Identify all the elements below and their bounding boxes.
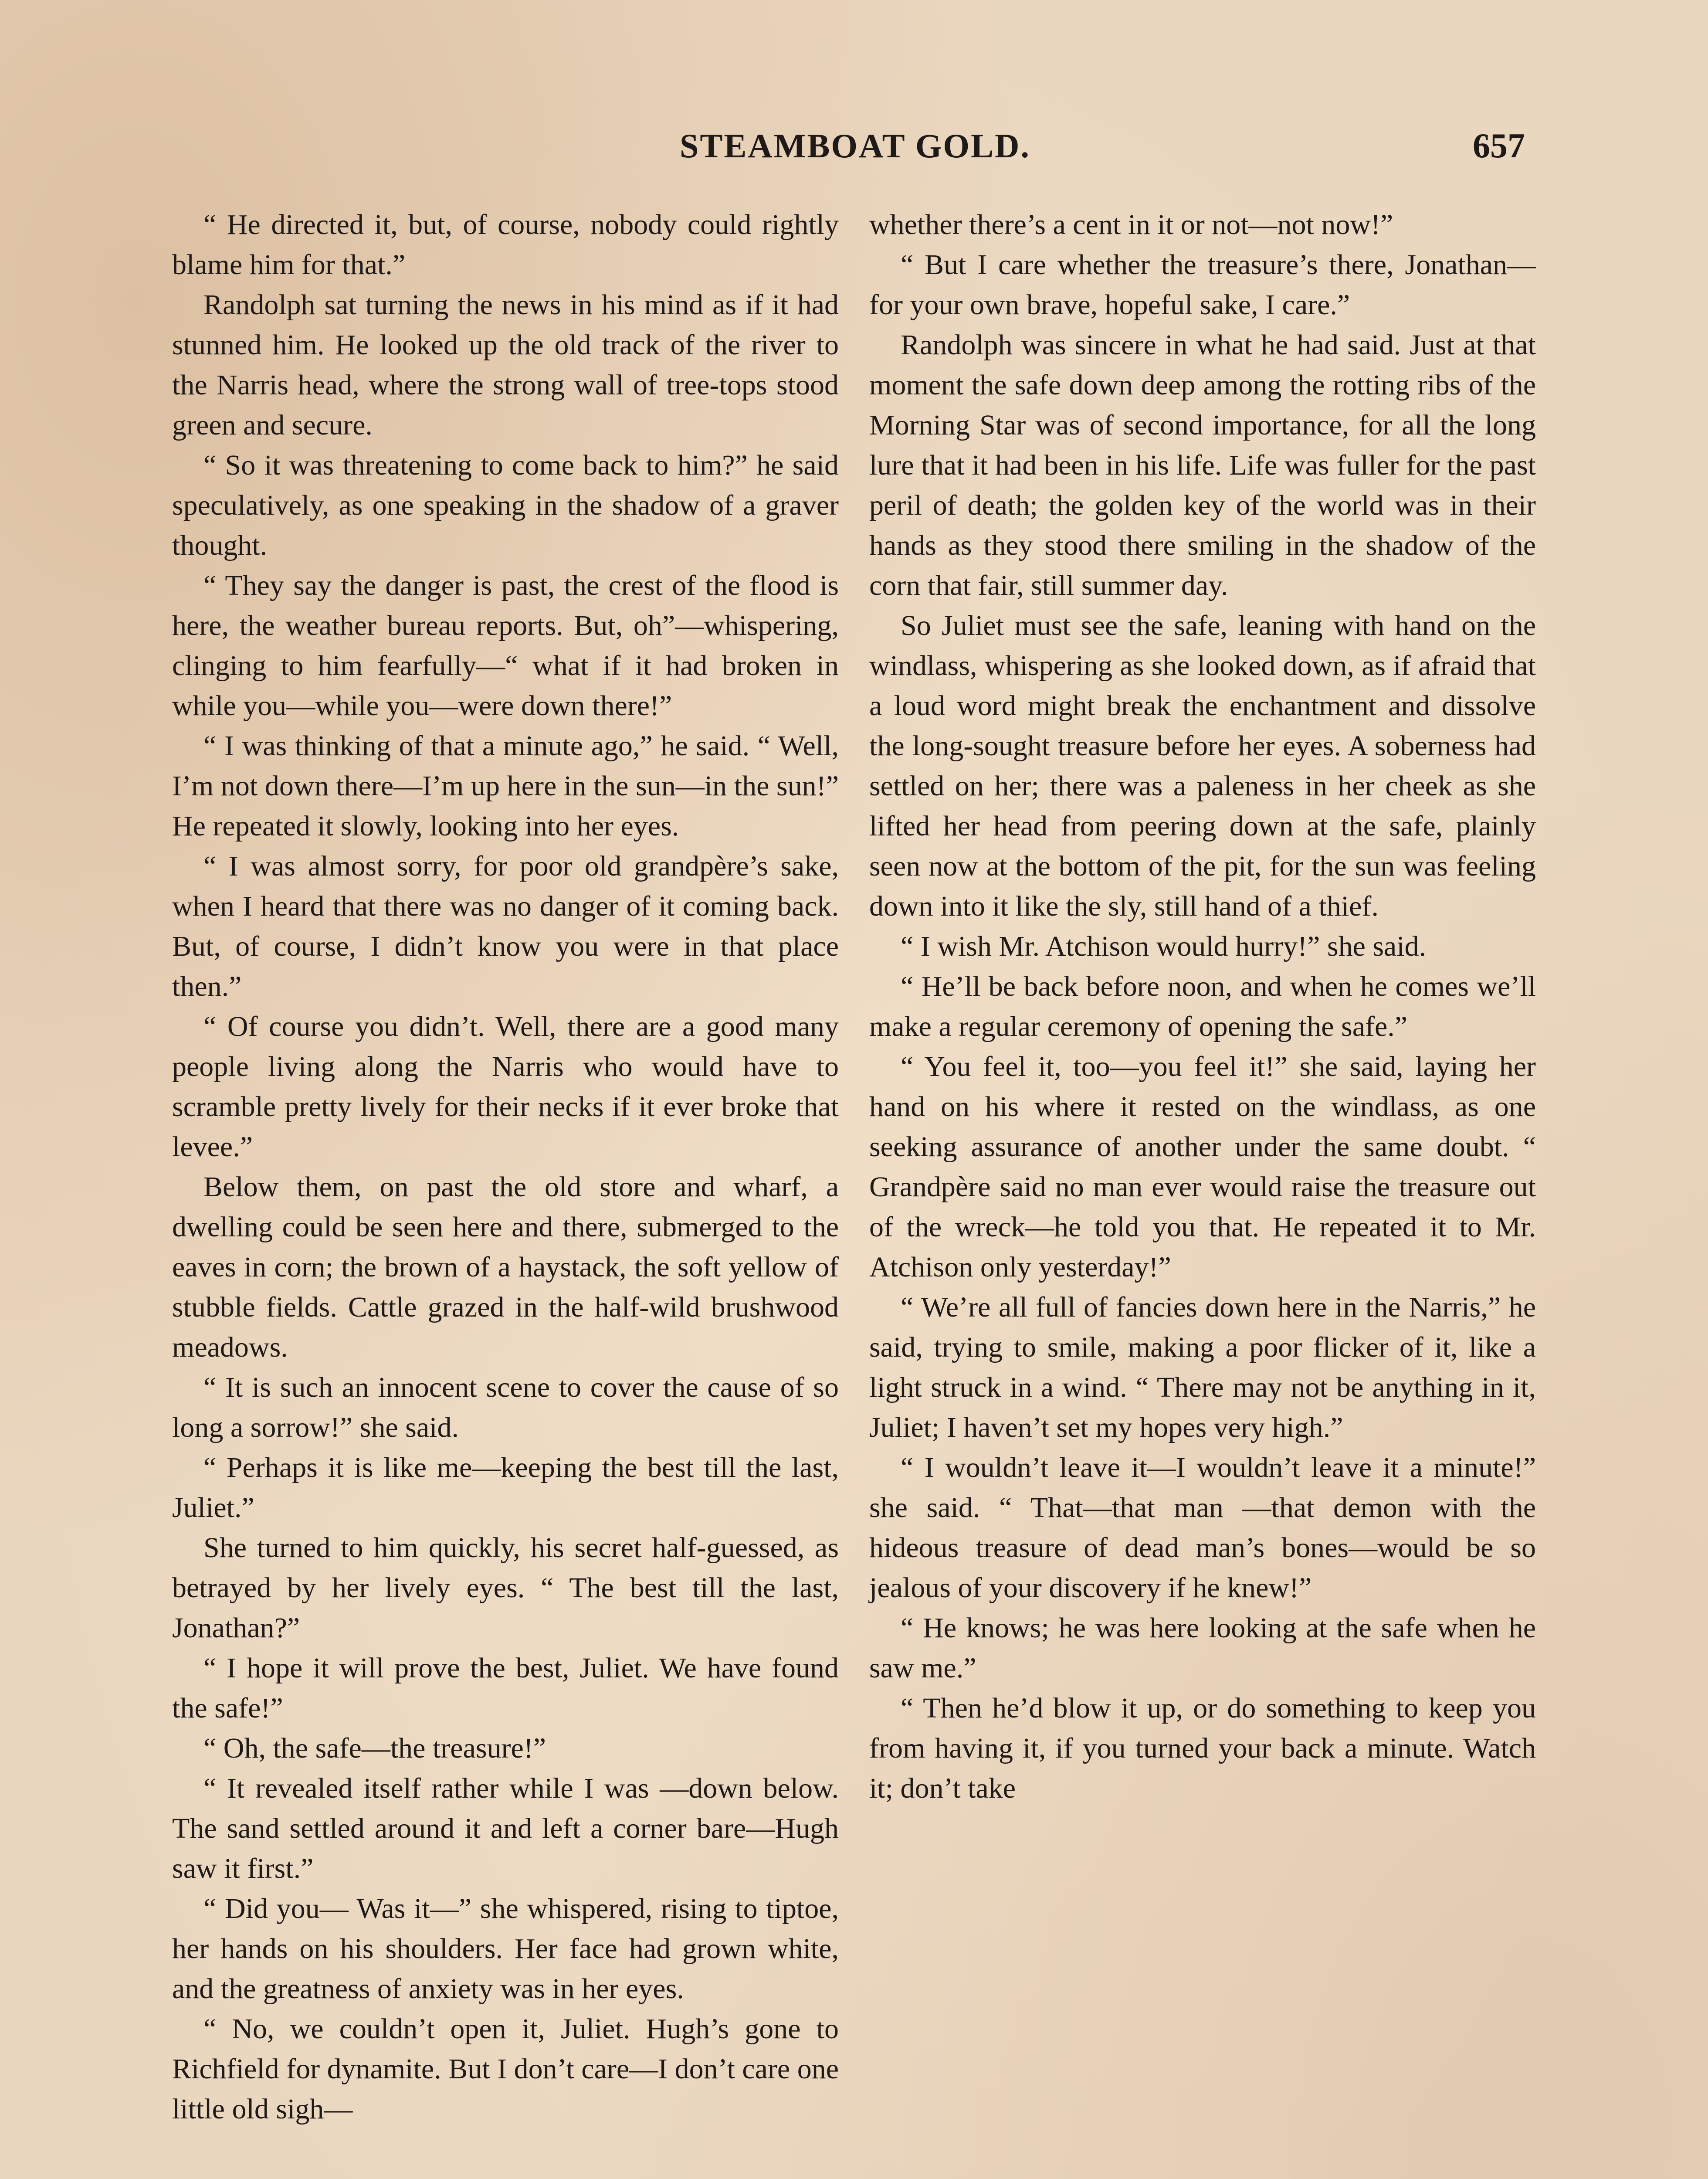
- paragraph: “ I wish Mr. Atchison would hurry!” she said.: [901, 930, 1427, 962]
- paragraph: “ He knows; he was here looking at the safe when he saw me.”: [869, 1612, 1536, 1684]
- paragraph: “ They say the danger is past, the crest of the flood is here, the weather bureau reports. But, oh”—whispering, clinging to him fearfully—“ what if it had broken in while you—while you—were down there!”: [172, 570, 839, 722]
- paragraph: “ We’re all full of fancies down here in the Narris,” he said, trying to smile, making a poor flicker of it, like a light struck in a wind. “ There may not be anything in it, Juliet; I haven’t set my hopes very high.”: [869, 1291, 1536, 1443]
- paragraph: “ But I care whether the treasure’s there, Jonathan—for your own brave, hopeful sake, I care.”: [869, 249, 1536, 321]
- paragraph: “ It revealed itself rather while I was —down below. The sand settled around it and left a corner bare—Hugh saw it first.”: [172, 1772, 839, 1884]
- paragraph: Randolph was sincere in what he had said. Just at that moment the safe down deep among the rotting ribs of the Morning Star was of second importance, for all the long lure that it had been in his life. Life was fuller for the past peril of death; the golden key of the world was in their hands as they stood there smiling in the shadow of the corn that fair, still summer day.: [869, 329, 1536, 601]
- right-column: [869, 205, 1536, 1809]
- paragraph: “ He’ll be back before noon, and when he comes we’ll make a regular ceremony of opening the safe.”: [869, 971, 1536, 1042]
- paragraph: Randolph sat turning the news in his mind as if it had stunned him. He looked up the old track of the river to the Narris head, where the strong wall of tree-tops stood green and secure.: [172, 289, 839, 441]
- paragraph: She turned to him quickly, his secret half-guessed, as betrayed by her lively eyes. “ The best till the last, Jonathan?”: [172, 1532, 839, 1644]
- paragraph: “ I wouldn’t leave it—I wouldn’t leave it a minute!” she said. “ That—that man —that demon with the hideous treasure of dead man’s bones—would be so jealous of your discovery if he knew!”: [869, 1452, 1536, 1604]
- page-number: 657: [1473, 127, 1525, 165]
- paragraph: “ No, we couldn’t open it, Juliet. Hugh’s gone to Richfield for dynamite. But I don’t care—I don’t care one little old sigh—: [172, 2013, 839, 2125]
- paragraph: “ You feel it, too—you feel it!” she said, laying her hand on his where it rested on the windlass, as one seeking assurance of another under the same doubt. “ Grandpère said no man ever would raise the treasure out of the wreck—he told you that. He repeated it to Mr. Atchison only yesterday!”: [869, 1051, 1536, 1283]
- paragraph: “ I hope it will prove the best, Juliet. We have found the safe!”: [172, 1652, 839, 1724]
- paragraph: “ Then he’d blow it up, or do something to keep you from having it, if you turned your back a minute. Watch it; don’t take: [869, 1692, 1536, 1804]
- paragraph: So Juliet must see the safe, leaning with hand on the windlass, whispering as she looked down, as if afraid that a loud word might break the enchantment and dissolve the long-sought treasure before her eyes. A soberness had settled on her; there was a paleness in her cheek as she lifted her head from peering down at the safe, plainly seen now at the bottom of the pit, for the sun was feeling down into it like the sly, still hand of a thief.: [869, 610, 1536, 922]
- paragraph: Below them, on past the old store and wharf, a dwelling could be seen here and there, submerged to the eaves in corn; the brown of a haystack, the soft yellow of stubble fields. Cattle grazed in the half-wild brushwood meadows.: [172, 1171, 839, 1363]
- paragraph: “ Did you— Was it—” she whispered, rising to tiptoe, her hands on his shoulders. Her face had grown white, and the greatness of anxiety was in her eyes.: [172, 1893, 839, 2005]
- paragraph: “ He directed it, but, of course, nobody could rightly blame him for that.”: [172, 209, 839, 281]
- paragraph: “ I was almost sorry, for poor old grandpère’s sake, when I heard that there was no danger of it coming back. But, of course, I didn’t know you were in that place then.”: [172, 850, 839, 1002]
- paragraph: “ Of course you didn’t. Well, there are a good many people living along the Narris who would have to scramble pretty lively for their necks if it ever broke that levee.”: [172, 1011, 839, 1163]
- running-head-title: STEAMBOAT GOLD.: [680, 127, 1030, 165]
- paragraph: “ So it was threatening to come back to him?” he said speculatively, as one speaking in the shadow of a graver thought.: [172, 449, 839, 561]
- paragraph-continuation: whether there’s a cent in it or not—not now!”: [869, 209, 1393, 241]
- paragraph: “ It is such an innocent scene to cover the cause of so long a sorrow!” she said.: [172, 1371, 839, 1443]
- left-column: [172, 205, 839, 2129]
- paragraph: “ I was thinking of that a minute ago,” he said. “ Well, I’m not down there—I’m up here in the sun—in the sun!” He repeated it slowly, looking into her eyes.: [172, 730, 839, 842]
- paragraph: “ Oh, the safe—the treasure!”: [203, 1732, 546, 1764]
- paragraph: “ Perhaps it is like me—keeping the best till the last, Juliet.”: [172, 1452, 839, 1524]
